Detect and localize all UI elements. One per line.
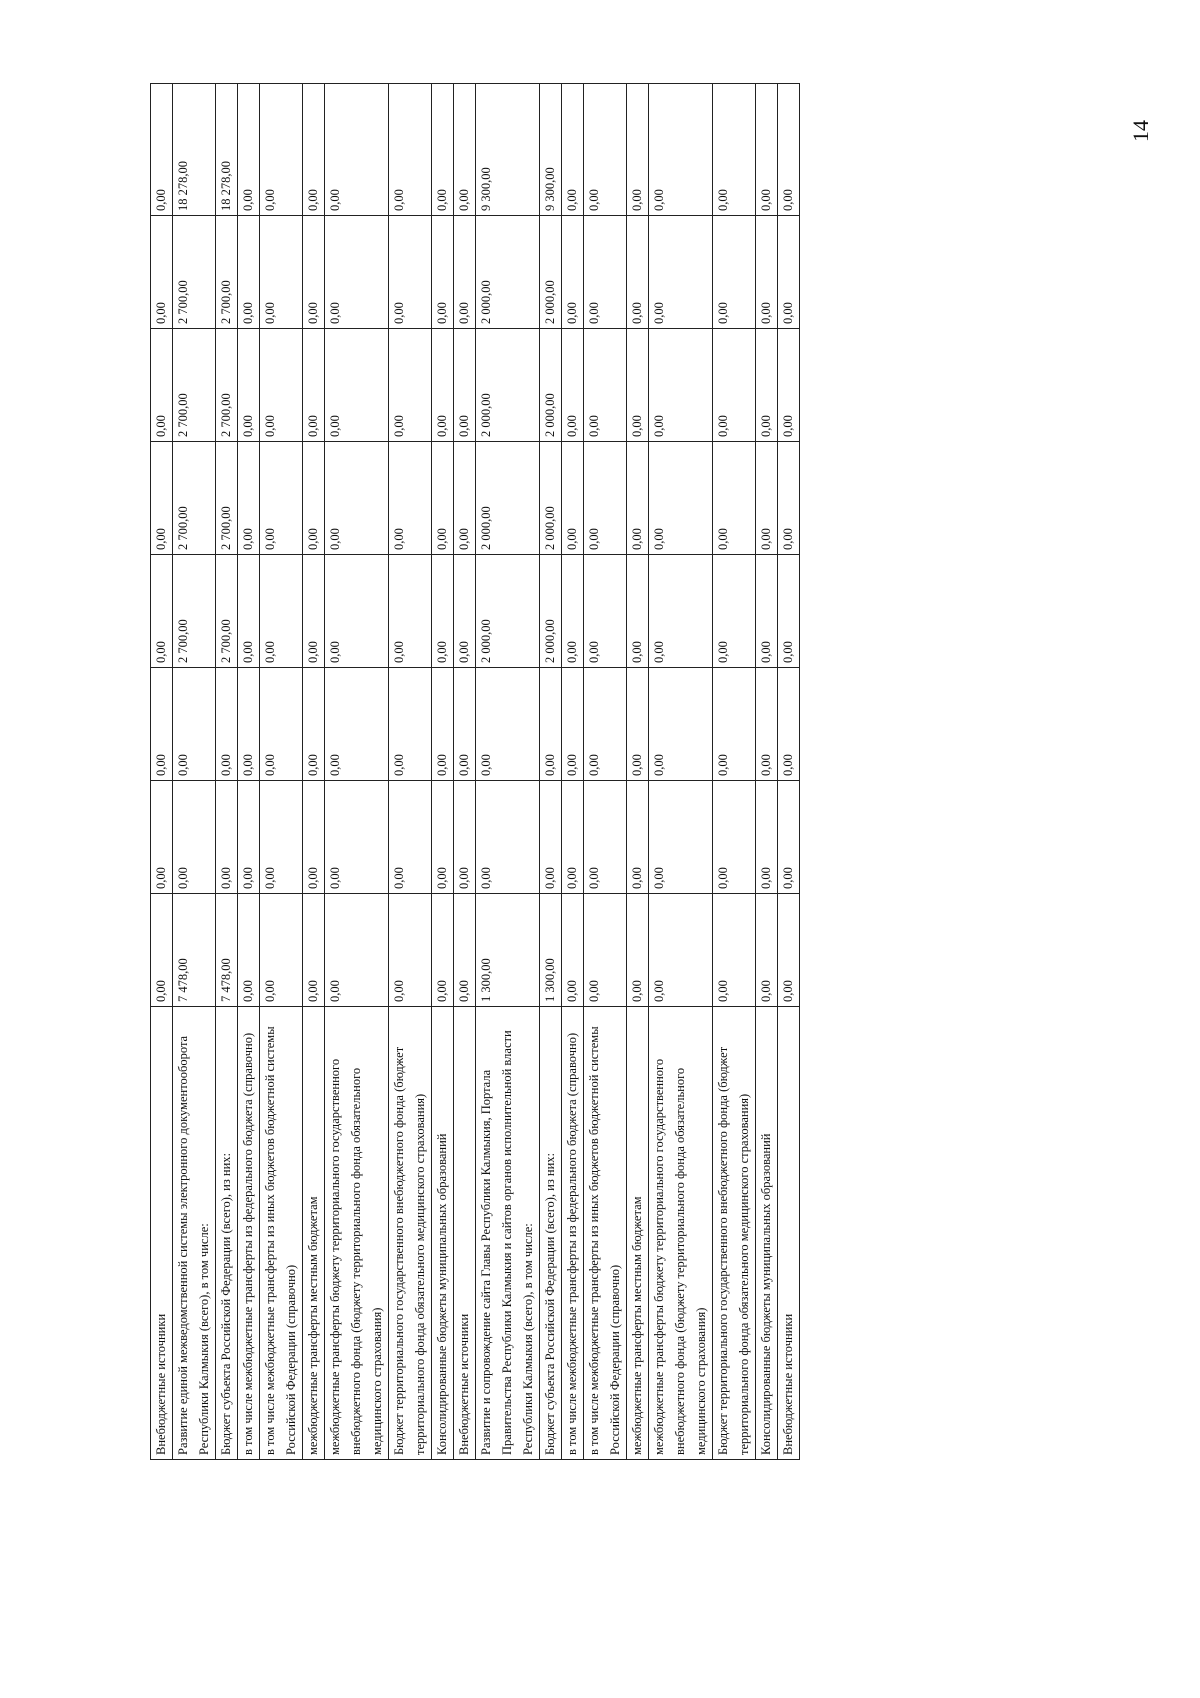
row-label: межбюджетные трансферты бюджету территориального государственного внебюджетного фонда (бюджету территориального фонда обязательного медицинского страхования) [325,1007,389,1460]
budget-table [150,83,800,1460]
row-value: 0,00 [713,329,756,442]
row-value: 0,00 [238,329,260,442]
row-value: 2 700,00 [173,442,216,555]
row-value: 0,00 [649,781,713,894]
row-value: 0,00 [260,781,303,894]
row-value: 0,00 [778,216,800,329]
row-value: 0,00 [216,781,238,894]
row-value: 0,00 [562,329,584,442]
table-row [303,84,325,1460]
row-value: 0,00 [432,84,454,216]
row-value: 0,00 [303,894,325,1007]
row-value: 0,00 [584,329,627,442]
table-row [562,84,584,1460]
row-value: 0,00 [649,329,713,442]
row-value: 0,00 [562,84,584,216]
row-label: в том числе межбюджетные трансферты из федерального бюджета (справочно) [562,1007,584,1460]
table-row [389,84,432,1460]
row-value: 0,00 [389,442,432,555]
row-value: 0,00 [238,668,260,781]
row-value: 0,00 [756,84,778,216]
table-row [432,84,454,1460]
row-value: 0,00 [325,668,389,781]
row-value: 0,00 [627,84,649,216]
row-label: Бюджет территориального государственного внебюджетного фонда (бюджет территориального фонда обязательного медицинского страхования) [713,1007,756,1460]
row-value: 0,00 [756,668,778,781]
row-value: 0,00 [540,668,562,781]
row-value: 0,00 [325,894,389,1007]
table-row [238,84,260,1460]
row-value: 0,00 [260,84,303,216]
row-value: 2 000,00 [476,216,540,329]
row-value: 0,00 [173,781,216,894]
table-row [476,84,540,1460]
row-value: 0,00 [389,894,432,1007]
row-value: 0,00 [627,216,649,329]
row-value: 0,00 [476,781,540,894]
row-label: Бюджет субъекта Российской Федерации (всего), из них: [216,1007,238,1460]
row-value: 0,00 [432,329,454,442]
row-value: 2 700,00 [216,442,238,555]
row-label: межбюджетные трансферты бюджету территориального государственного внебюджетного фонда (бюджету территориального фонда обязательного медицинского страхования) [649,1007,713,1460]
row-value: 2 000,00 [476,442,540,555]
row-value: 0,00 [303,216,325,329]
row-value: 0,00 [454,216,476,329]
row-value: 0,00 [649,894,713,1007]
row-value: 0,00 [454,781,476,894]
row-value: 0,00 [389,668,432,781]
table-row [454,84,476,1460]
table-row [173,84,216,1460]
row-value: 0,00 [432,555,454,668]
row-value: 2 700,00 [173,216,216,329]
row-value: 0,00 [173,668,216,781]
row-value: 0,00 [151,781,173,894]
row-value: 2 000,00 [540,442,562,555]
row-value: 0,00 [778,442,800,555]
row-value: 7 478,00 [216,894,238,1007]
row-label: в том числе межбюджетные трансферты из федерального бюджета (справочно) [238,1007,260,1460]
row-value: 0,00 [778,894,800,1007]
row-value: 0,00 [432,442,454,555]
row-value: 2 000,00 [540,329,562,442]
row-value: 2 000,00 [476,555,540,668]
row-value: 0,00 [238,216,260,329]
row-value: 0,00 [303,781,325,894]
row-value: 0,00 [627,668,649,781]
row-value: 0,00 [151,216,173,329]
row-value: 0,00 [562,442,584,555]
row-value: 0,00 [713,84,756,216]
row-value: 0,00 [649,442,713,555]
row-value: 0,00 [627,781,649,894]
row-value: 0,00 [238,555,260,668]
row-value: 0,00 [151,894,173,1007]
row-value: 0,00 [260,329,303,442]
table-row [649,84,713,1460]
row-value: 0,00 [454,668,476,781]
row-value: 0,00 [432,894,454,1007]
row-value: 0,00 [584,216,627,329]
rotated-page [150,125,1065,1460]
row-value: 0,00 [325,555,389,668]
row-value: 0,00 [562,781,584,894]
row-value: 0,00 [778,84,800,216]
row-value: 0,00 [238,894,260,1007]
table-row [216,84,238,1460]
row-value: 0,00 [325,442,389,555]
row-label: Внебюджетные источники [454,1007,476,1460]
row-value: 0,00 [756,216,778,329]
row-value: 0,00 [389,329,432,442]
row-value: 0,00 [649,216,713,329]
row-value: 0,00 [432,668,454,781]
row-label: Бюджет субъекта Российской Федерации (всего), из них: [540,1007,562,1460]
row-value: 0,00 [649,668,713,781]
row-value: 0,00 [325,216,389,329]
row-value: 0,00 [649,555,713,668]
row-value: 0,00 [303,668,325,781]
row-value: 0,00 [584,781,627,894]
row-value: 18 278,00 [216,84,238,216]
row-value: 9 300,00 [476,84,540,216]
row-value: 0,00 [389,84,432,216]
row-value: 0,00 [756,781,778,894]
row-value: 0,00 [454,894,476,1007]
row-value: 0,00 [649,84,713,216]
row-label: Внебюджетные источники [778,1007,800,1460]
row-value: 0,00 [627,555,649,668]
row-value: 0,00 [432,216,454,329]
row-value: 0,00 [432,781,454,894]
row-value: 0,00 [216,668,238,781]
row-label: в том числе межбюджетные трансферты из иных бюджетов бюджетной системы Российской Федерации (справочно) [260,1007,303,1460]
table-row [325,84,389,1460]
row-value: 0,00 [476,668,540,781]
row-value: 0,00 [627,442,649,555]
row-value: 0,00 [454,84,476,216]
row-value: 0,00 [778,781,800,894]
row-value: 0,00 [713,442,756,555]
row-value: 0,00 [627,894,649,1007]
row-value: 0,00 [756,555,778,668]
page-number: 14 [1128,120,1153,142]
row-value: 0,00 [389,216,432,329]
row-value: 0,00 [238,84,260,216]
row-value: 0,00 [151,555,173,668]
row-label: в том числе межбюджетные трансферты из иных бюджетов бюджетной системы Российской Федерации (справочно) [584,1007,627,1460]
row-label: Консолидированные бюджеты муниципальных образований [756,1007,778,1460]
row-value: 0,00 [713,781,756,894]
row-value: 1 300,00 [476,894,540,1007]
budget-table-body [151,84,800,1460]
row-value: 0,00 [540,781,562,894]
row-value: 1 300,00 [540,894,562,1007]
table-row [584,84,627,1460]
row-value: 0,00 [238,781,260,894]
row-value: 0,00 [756,442,778,555]
row-value: 0,00 [389,781,432,894]
row-label: межбюджетные трансферты местным бюджетам [303,1007,325,1460]
row-value: 0,00 [454,329,476,442]
row-value: 0,00 [562,216,584,329]
row-value: 2 700,00 [216,555,238,668]
row-value: 0,00 [778,329,800,442]
row-value: 2 000,00 [540,555,562,668]
table-row [756,84,778,1460]
row-value: 0,00 [325,84,389,216]
row-value: 2 700,00 [216,216,238,329]
row-label: Консолидированные бюджеты муниципальных образований [432,1007,454,1460]
row-value: 0,00 [584,84,627,216]
row-label: Развитие и сопровождение сайта Главы Республики Калмыкия, Портала Правительства Республики Калмыкия и сайтов органов исполнительной власти Республики Калмыкия (всего), в том числе: [476,1007,540,1460]
row-value: 0,00 [713,555,756,668]
row-label: Развитие единой межведомственной системы электронного документооборота Республики Калмыкия (всего), в том числе: [173,1007,216,1460]
row-value: 0,00 [303,555,325,668]
row-value: 0,00 [303,84,325,216]
row-value: 0,00 [778,668,800,781]
row-value: 0,00 [260,216,303,329]
table-row [713,84,756,1460]
table-row [540,84,562,1460]
row-value: 0,00 [562,668,584,781]
row-value: 2 700,00 [216,329,238,442]
row-value: 0,00 [454,555,476,668]
row-value: 0,00 [562,555,584,668]
table-row [260,84,303,1460]
row-value: 0,00 [584,555,627,668]
row-value: 0,00 [454,442,476,555]
row-value: 0,00 [756,329,778,442]
row-label: Внебюджетные источники [151,1007,173,1460]
row-value: 0,00 [238,442,260,555]
row-value: 9 300,00 [540,84,562,216]
row-value: 0,00 [713,668,756,781]
row-value: 7 478,00 [173,894,216,1007]
row-value: 2 700,00 [173,555,216,668]
row-value: 0,00 [713,216,756,329]
row-value: 0,00 [584,668,627,781]
table-row [151,84,173,1460]
row-value: 0,00 [562,894,584,1007]
row-value: 0,00 [151,84,173,216]
row-value: 0,00 [151,668,173,781]
row-value: 0,00 [778,555,800,668]
row-value: 0,00 [303,329,325,442]
row-value: 0,00 [260,442,303,555]
row-value: 2 000,00 [540,216,562,329]
row-value: 0,00 [389,555,432,668]
row-value: 0,00 [260,894,303,1007]
row-value: 0,00 [260,555,303,668]
row-value: 0,00 [151,329,173,442]
row-label: Бюджет территориального государственного внебюджетного фонда (бюджет территориального фонда обязательного медицинского страхования) [389,1007,432,1460]
row-value: 0,00 [260,668,303,781]
row-value: 0,00 [584,894,627,1007]
row-value: 0,00 [303,442,325,555]
row-value: 0,00 [325,781,389,894]
table-row [778,84,800,1460]
row-value: 0,00 [151,442,173,555]
row-value: 2 700,00 [173,329,216,442]
table-row [627,84,649,1460]
row-value: 0,00 [627,329,649,442]
row-label: межбюджетные трансферты местным бюджетам [627,1007,649,1460]
row-value: 2 000,00 [476,329,540,442]
row-value: 0,00 [584,442,627,555]
row-value: 0,00 [713,894,756,1007]
row-value: 0,00 [756,894,778,1007]
row-value: 18 278,00 [173,84,216,216]
row-value: 0,00 [325,329,389,442]
